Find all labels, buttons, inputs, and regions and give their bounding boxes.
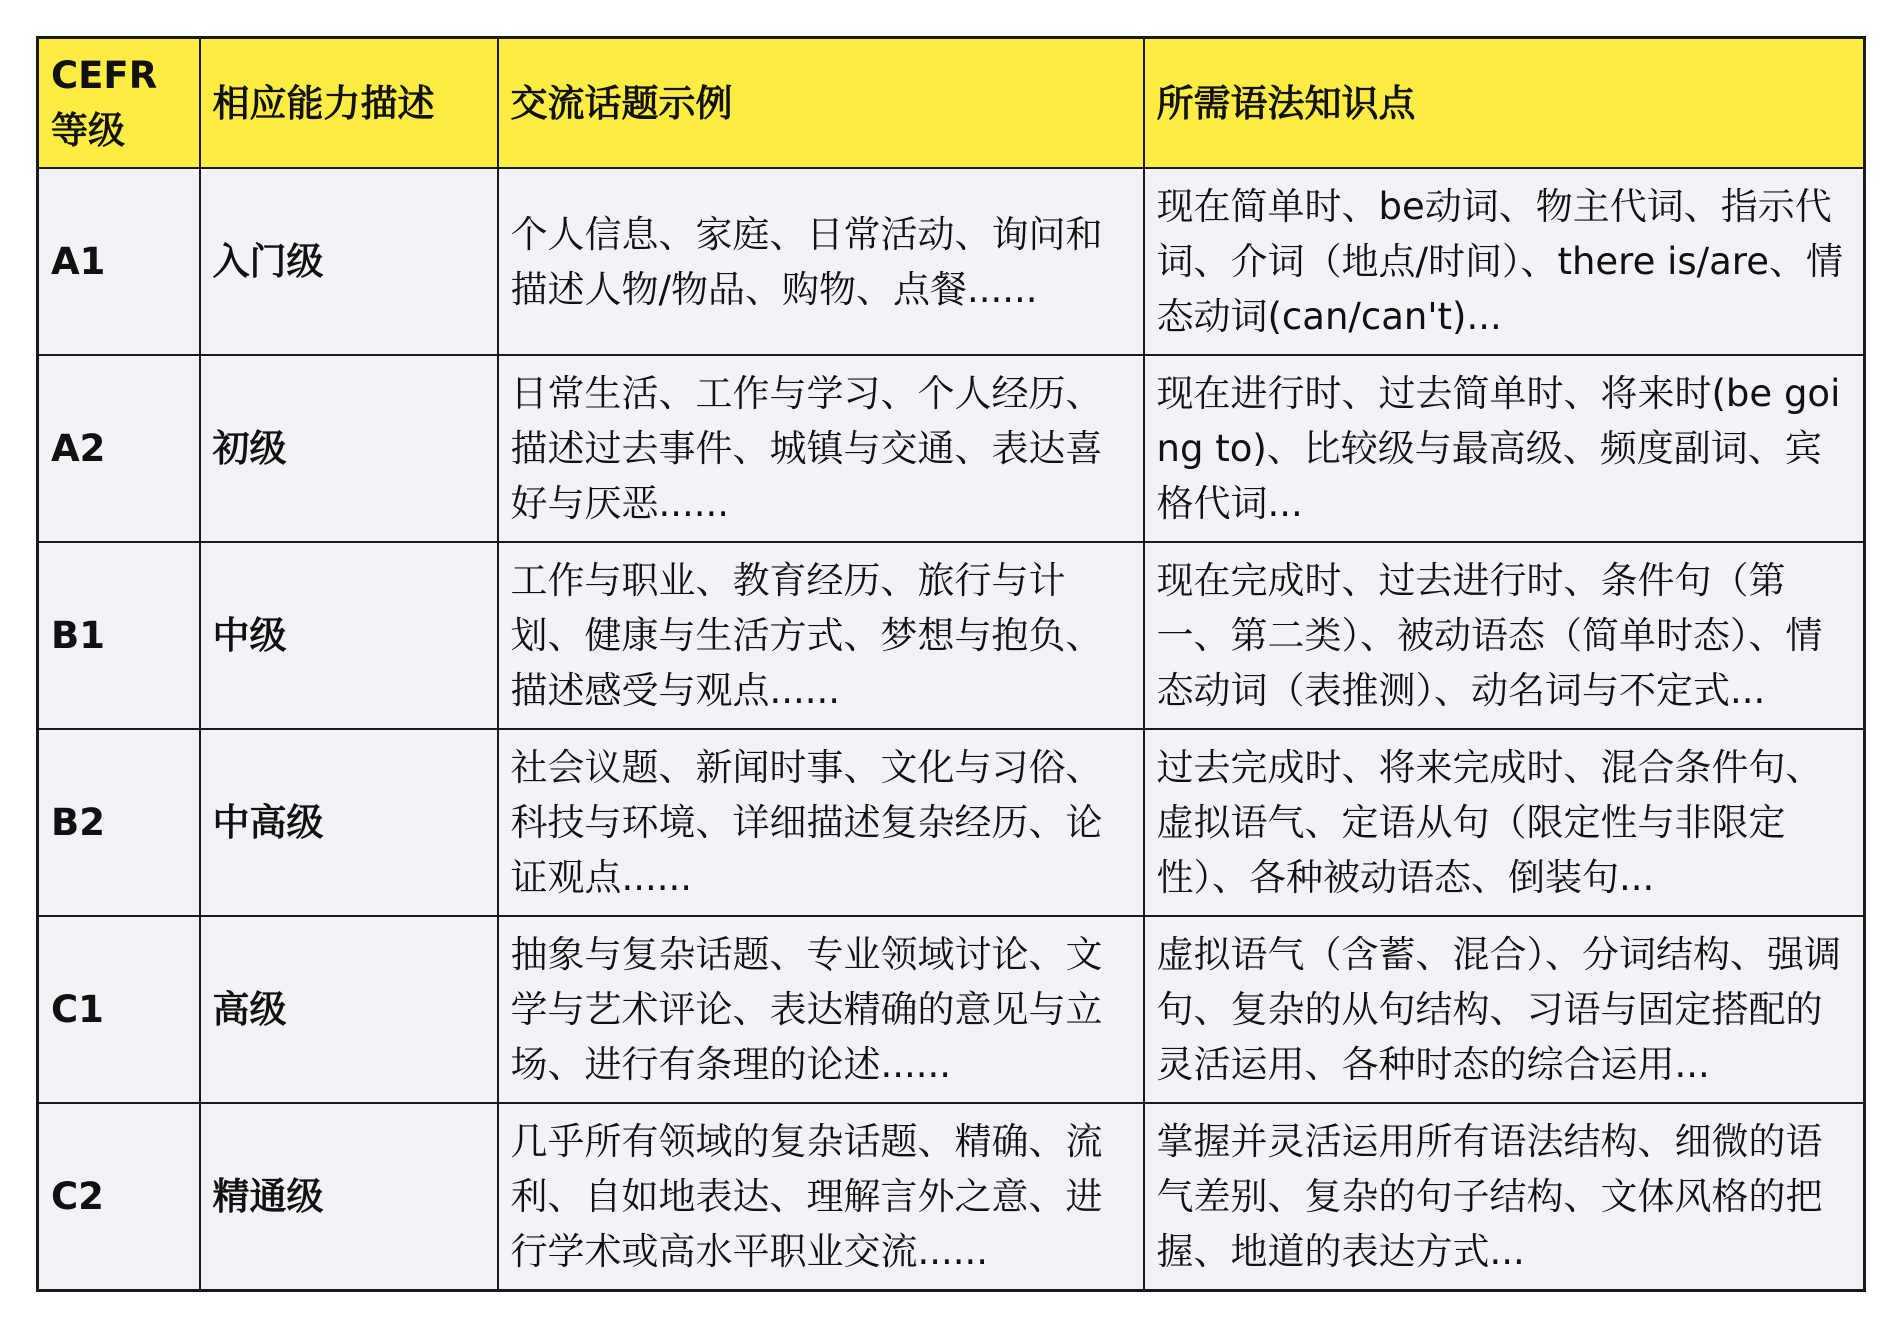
grammar-cell: 现在简单时、be动词、物主代词、指示代词、介词（地点/时间）、there is/are、情态动词(can/can't)... <box>1144 168 1865 355</box>
ability-cell: 精通级 <box>200 1103 498 1291</box>
cefr-table <box>36 36 1866 1292</box>
level-cell: A1 <box>38 168 200 355</box>
table-row <box>38 542 1865 729</box>
topics-cell: 抽象与复杂话题、专业领域讨论、文学与艺术评论、表达精确的意见与立场、进行有条理的论述...... <box>498 916 1144 1103</box>
level-cell: B1 <box>38 542 200 729</box>
ability-cell: 中高级 <box>200 729 498 916</box>
topics-cell: 几乎所有领域的复杂话题、精确、流利、自如地表达、理解言外之意、进行学术或高水平职业交流...... <box>498 1103 1144 1291</box>
table-body <box>38 168 1865 1291</box>
topics-cell: 日常生活、工作与学习、个人经历、描述过去事件、城镇与交通、表达喜好与厌恶...... <box>498 355 1144 542</box>
table-row <box>38 1103 1865 1291</box>
table-row <box>38 729 1865 916</box>
level-cell: A2 <box>38 355 200 542</box>
topics-cell: 工作与职业、教育经历、旅行与计划、健康与生活方式、梦想与抱负、描述感受与观点...... <box>498 542 1144 729</box>
ability-cell: 初级 <box>200 355 498 542</box>
level-cell: C1 <box>38 916 200 1103</box>
grammar-cell: 现在进行时、过去简单时、将来时(be going to)、比较级与最高级、频度副词、宾格代词... <box>1144 355 1865 542</box>
table-row <box>38 916 1865 1103</box>
ability-cell: 入门级 <box>200 168 498 355</box>
ability-cell: 高级 <box>200 916 498 1103</box>
grammar-cell: 现在完成时、过去进行时、条件句（第一、第二类）、被动语态（简单时态）、情态动词（表推测）、动名词与不定式... <box>1144 542 1865 729</box>
grammar-cell: 过去完成时、将来完成时、混合条件句、虚拟语气、定语从句（限定性与非限定性）、各种被动语态、倒装句... <box>1144 729 1865 916</box>
header-topics: 交流话题示例 <box>498 38 1144 169</box>
ability-cell: 中级 <box>200 542 498 729</box>
header-cefr-level: CEFR等级 <box>38 38 200 169</box>
header-ability: 相应能力描述 <box>200 38 498 169</box>
grammar-cell: 掌握并灵活运用所有语法结构、细微的语气差别、复杂的句子结构、文体风格的把握、地道的表达方式... <box>1144 1103 1865 1291</box>
level-cell: B2 <box>38 729 200 916</box>
table-header <box>38 38 1865 169</box>
header-grammar: 所需语法知识点 <box>1144 38 1865 169</box>
topics-cell: 社会议题、新闻时事、文化与习俗、科技与环境、详细描述复杂经历、论证观点...... <box>498 729 1144 916</box>
table-row <box>38 355 1865 542</box>
grammar-cell: 虚拟语气（含蓄、混合）、分词结构、强调句、复杂的从句结构、习语与固定搭配的灵活运用、各种时态的综合运用... <box>1144 916 1865 1103</box>
level-cell: C2 <box>38 1103 200 1291</box>
header-row <box>38 38 1865 169</box>
table-row <box>38 168 1865 355</box>
topics-cell: 个人信息、家庭、日常活动、询问和描述人物/物品、购物、点餐...... <box>498 168 1144 355</box>
